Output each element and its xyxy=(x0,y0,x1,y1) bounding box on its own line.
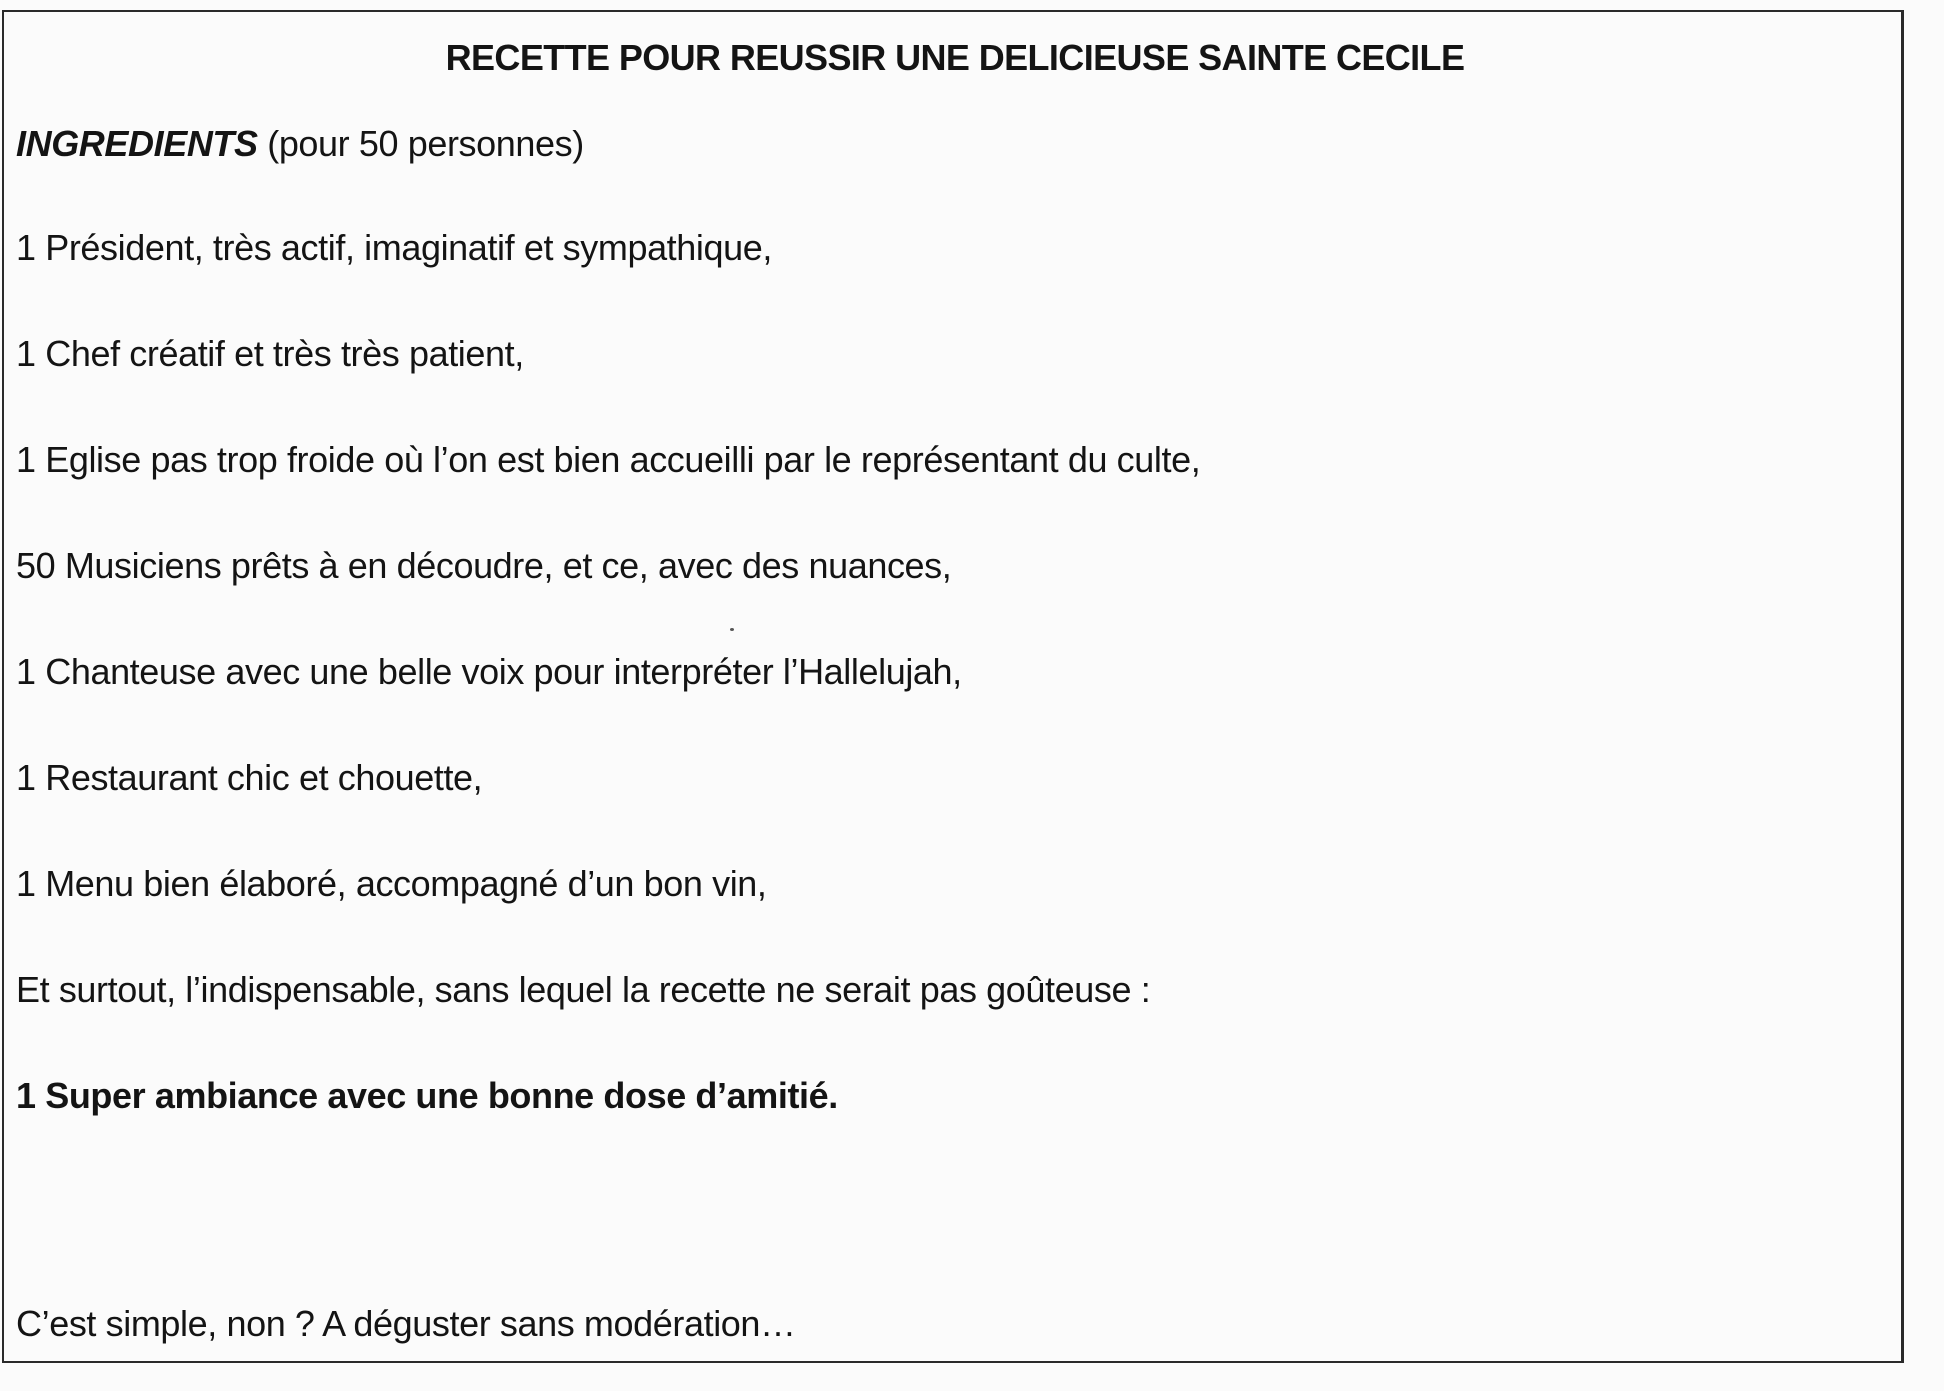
ingredient-item: 1 Restaurant chic et chouette, xyxy=(16,757,483,798)
transition-text: Et surtout, l’indispensable, sans lequel la recette ne serait pas goûteuse : xyxy=(16,969,1151,1010)
ingredients-heading xyxy=(16,122,584,166)
scan-speck xyxy=(730,628,734,631)
ingredient-item: 1 Chanteuse avec une belle voix pour interpréter l’Hallelujah, xyxy=(16,651,962,692)
ingredient-item: 50 Musiciens prêts à en découdre, et ce, avec des nuances, xyxy=(16,545,952,586)
ingredient-item: 1 Menu bien élaboré, accompagné d’un bon vin, xyxy=(16,863,767,904)
ingredient-item: 1 Président, très actif, imaginatif et sympathique, xyxy=(16,227,772,268)
recipe-title: RECETTE POUR REUSSIR UNE DELICIEUSE SAINTE CECILE xyxy=(445,37,1465,78)
ingredient-item: 1 Chef créatif et très très patient, xyxy=(16,333,524,374)
closing-text: C’est simple, non ? A déguster sans modération… xyxy=(16,1303,796,1344)
key-ingredient: 1 Super ambiance avec une bonne dose d’amitié. xyxy=(16,1075,838,1116)
ingredients-note: (pour 50 personnes) xyxy=(257,123,584,164)
ingredients-label: INGREDIENTS xyxy=(16,123,258,164)
recipe-frame xyxy=(2,10,1904,1363)
ingredient-item: 1 Eglise pas trop froide où l’on est bien accueilli par le représentant du culte, xyxy=(16,439,1201,480)
